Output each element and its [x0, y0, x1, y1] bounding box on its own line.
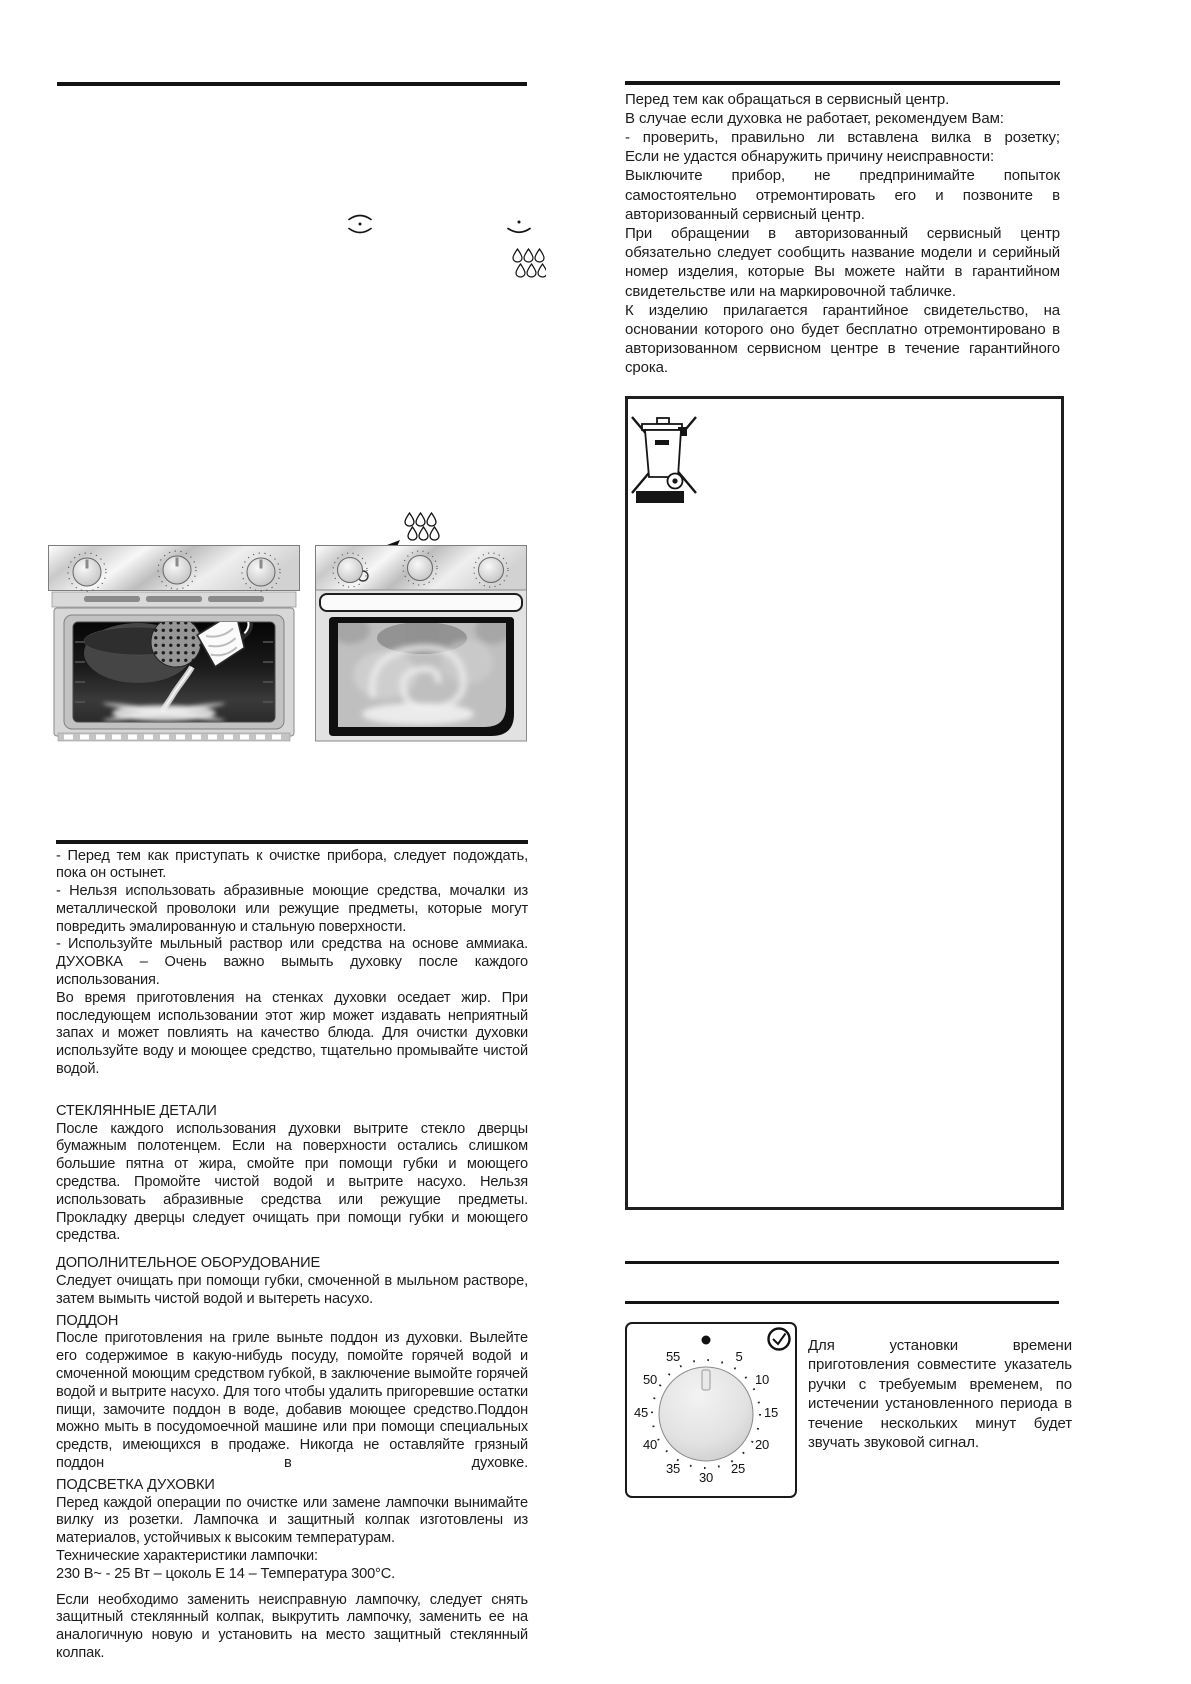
upper-lower-heat-icon [346, 210, 374, 238]
clock-icon [769, 1329, 790, 1350]
dial-number-5: 5 [735, 1349, 743, 1364]
dial-number-20: 20 [754, 1437, 770, 1452]
service-section [625, 81, 1060, 378]
dial-number-15: 15 [763, 1405, 779, 1420]
lower-heat-icon [505, 218, 533, 238]
cleaning-section [56, 840, 528, 1663]
timer-description: Для установки времени приготовления совместите указатель ручки с требуемым временем, по истечении установленного периода в течение нескольких минут будет звучать звуковой сигнал. [808, 1337, 1072, 1452]
weee-black-bar [636, 491, 684, 503]
separator-rule-2 [625, 1301, 1059, 1304]
service-paragraph: Выключите прибор, не предпринимайте попыток самостоятельно отремонтировать его и позвоните в авторизованный сервисный центр. [625, 167, 1060, 223]
separator-rule-1 [625, 1261, 1059, 1264]
steam-drops-callout-icon [405, 513, 439, 540]
left-top-divider [57, 82, 527, 86]
oven-light-body: Перед каждой операции по очистке или замене лампочки вынимайте вилку из розетки. Лампочка и защитный колпак изготовлены из материалов, устойчивых к высоким температурам. [56, 1494, 528, 1547]
service-paragraph: В случае если духовка не работает, рекомендуем Вам: [625, 109, 1004, 127]
dial-number-35: 35 [665, 1461, 681, 1476]
right-top-divider [625, 81, 1060, 85]
glass-parts-body: После каждого использования духовки вытрите стекло дверцы бумажным полотенцем. Если на поверхности остались слишком большие пятна от жира, смойте при помощи губки и моющего средства. Промойте чистой водой и вытрите насухо. Нельзя использовать абразивные средства или режущие предметы. Прокладку дверцы следует очищать при помощи губки и моющего средства. [56, 1120, 528, 1244]
oven-open-door-illustration [48, 545, 300, 743]
service-paragraph: При обращении в авторизованный сервисный центр обязательно следует сообщить название модели и серийный номер изделия, которые Вы можете найти в гарантийном свидетельстве или на маркировочной табличке. [625, 224, 1060, 300]
oven-steam-illustration [315, 470, 527, 742]
service-paragraph: Если не удастся обнаружить причину неисправности: [625, 148, 995, 166]
dial-number-40: 40 [642, 1437, 658, 1452]
dial-number-55: 55 [665, 1349, 681, 1364]
accessories-body: Следует очищать при помощи губки, смоченной в мыльном растворе, затем вымыть чистой водой и вытереть насухо. [56, 1273, 528, 1307]
weee-crossed-bin-icon [630, 407, 700, 503]
service-paragraph: К изделию прилагается гарантийное свидетельство, на основании которого оно будет бесплатно отремонтировано в авторизованном сервисном центре в течение гарантийного срока. [625, 301, 1060, 377]
glass-parts-heading: СТЕКЛЯННЫЕ ДЕТАЛИ [56, 1102, 217, 1119]
dial-number-10: 10 [754, 1372, 770, 1387]
care-paragraph: Во время приготовления на стенках духовки оседает жир. При последующем использовании этот жир может издавать неприятный запах и может повлиять на качество блюда. Для очистки духовки используйте воду и моющее средство, тщательно промывайте чистой водой. [56, 989, 528, 1078]
tray-body: После приготовления на гриле выньте поддон из духовки. Вылейте его содержимое в какую-нибудь посуду, помойте горячей водой и смоченной моющим средством губкой, в заключение вымойте горячей водой и вытрите насухо. Для того чтобы удалить пригоревшие остатки пищи, замочите поддон в воде, добавив моющее средство.Поддон можно мыть в посудомоечной машине или при помощи специальных средств, имеющихся в продаже. Никогда не оставляйте грязный поддон в духовке. [56, 1330, 528, 1471]
timer-dial-panel [625, 1322, 797, 1498]
service-paragraph: Перед тем как обращаться в сервисный центр. [625, 90, 950, 108]
dial-number-30: 30 [698, 1470, 714, 1485]
left-mid-divider [56, 840, 528, 844]
care-paragraph: - Нельзя использовать абразивные моющие средства, мочалки из металлической проволоки или режущие предметы, которые могут повредить эмалированную и стальную поверхности. [56, 883, 528, 935]
oven-light-heading: ПОДСВЕТКА ДУХОВКИ [56, 1476, 215, 1493]
weee-info-box [625, 396, 1064, 1210]
dial-number-50: 50 [642, 1372, 658, 1387]
dial-number-45: 45 [633, 1405, 649, 1420]
timer-zero-marker [702, 1336, 711, 1345]
steam-drops-icon [512, 248, 546, 278]
accessories-heading: ДОПОЛНИТЕЛЬНОЕ ОБОРУДОВАНИЕ [56, 1255, 321, 1272]
tray-heading: ПОДДОН [56, 1312, 119, 1329]
lamp-specs-label: Технические характеристики лампочки: [56, 1547, 318, 1564]
lamp-replace-body: Если необходимо заменить неисправную лампочку, следует снять защитный стеклянный колпак, выкрутить лампочку, заменить ее на аналогичную новую и установить на место защитный стеклянный колпак. [56, 1591, 528, 1661]
care-paragraph: ДУХОВКА – Очень важно вымыть духовку после каждого использования. [56, 954, 528, 989]
service-paragraph: - проверить, правильно ли вставлена вилка в розетку; [625, 128, 1060, 146]
lamp-specs-value: 230 В~ - 25 Вт – цоколь Е 14 – Температура 300°С. [56, 1565, 396, 1582]
care-paragraph: - Перед тем как приступать к очистке прибора, следует подождать, пока он остынет. [56, 847, 528, 882]
care-paragraph: - Используйте мыльный раствор или средства на основе аммиака. [56, 936, 528, 953]
dial-number-25: 25 [730, 1461, 746, 1476]
